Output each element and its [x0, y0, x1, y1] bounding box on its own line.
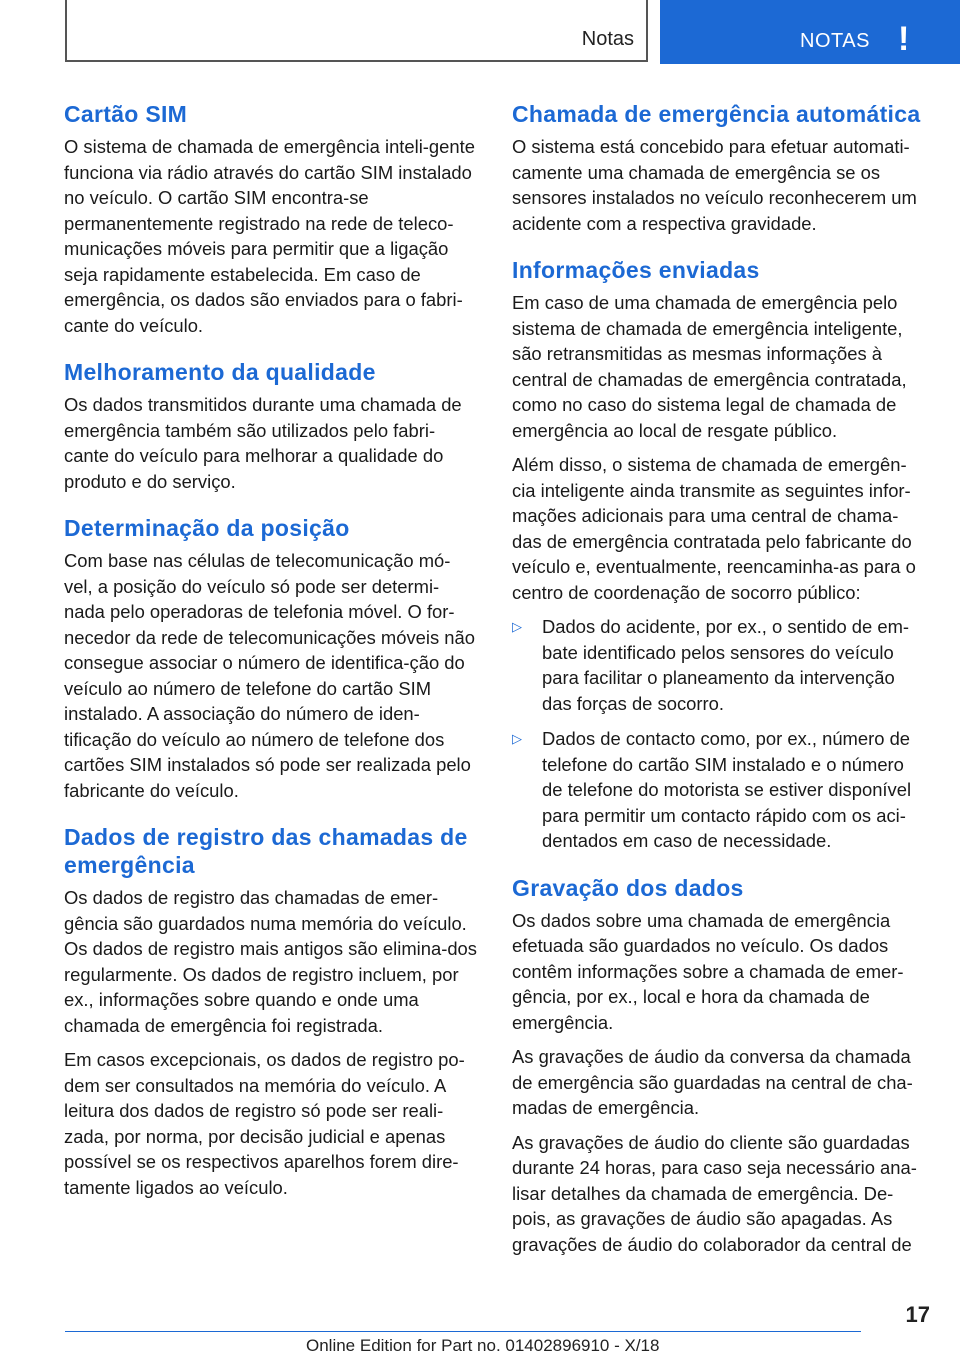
section-paragraph: Em caso de uma chamada de emergência pelo sistema de chamada de emergência inteligente, são retransmitidas as mesmas informações à central de chamadas de emergência contratada, como no caso do sistema legal de chamada de emergência ao local de resgate público. — [512, 292, 907, 441]
list-item-text: Dados de contacto como, por ex., número de telefone do cartão SIM instalado e o número de telefone do motorista se estiver disponível para permitir um contacto rápido com os aci-dentados em caso de necessidade. — [542, 728, 912, 851]
footer-divider — [65, 1331, 861, 1332]
section-heading: Determinação da posição — [64, 515, 350, 541]
section-dados-registro — [64, 823, 479, 1200]
header-tab-label: NOTAS — [800, 30, 870, 52]
exclamation-icon: ! — [898, 20, 910, 58]
section-paragraph: O sistema de chamada de emergência inteli-gente funciona via rádio através do cartão SIM instalado no veículo. O cartão SIM encontra-se permanentemente registrado na rede de teleco-municações móveis para permitir que a ligação seja rapidamente estabelecida. Em caso de emergência, os dados são enviados para o fabri-cante do veículo. — [64, 136, 475, 336]
list-item-text: Dados do acidente, por ex., o sentido de em-bate identificado pelos sensores do veículo para facilitar o planeamento da intervenção das forças de socorro. — [542, 616, 910, 714]
header-tab — [660, 0, 960, 64]
section-heading: Gravação dos dados — [512, 874, 744, 901]
section-paragraph: Os dados de registro das chamadas de emer-gência são guardados numa memória do veículo. Os dados de registro mais antigos são elimina-dos regularmente. Os dados de registro incluem, por ex., informações sobre quando e onde uma chamada de emergência foi registrada. — [64, 887, 477, 1036]
right-column — [512, 100, 927, 1277]
section-paragraph: Os dados transmitidos durante uma chamada de emergência também são utilizados pelo fabri-cante do veículo para melhorar a qualidade do produto e do serviço. — [64, 394, 462, 492]
section-informacoes-enviadas — [512, 256, 927, 854]
triangle-bullet-icon: ▷ — [512, 731, 522, 746]
section-gravacao — [512, 874, 927, 1258]
header-left-box — [65, 0, 648, 62]
section-paragraph: As gravações de áudio do cliente são guardadas durante 24 horas, para caso seja necessário ana-lisar detalhes da chamada de emergência. De-pois, as gravações de áudio são apagadas. As gravações de áudio do colaborador da central de — [512, 1131, 917, 1255]
triangle-bullet-icon: ▷ — [512, 619, 522, 634]
bullet-list — [512, 614, 927, 854]
section-heading: Melhoramento da qualidade — [64, 359, 376, 385]
section-paragraph: Os dados sobre uma chamada de emergência efetuada são guardados no veículo. Os dados contêm informações sobre a chamada de emer-gência, por ex., local e hora da chamada de emergência. — [512, 909, 904, 1033]
page-number: 17 — [905, 1302, 930, 1327]
section-chamada-automatica — [512, 100, 927, 236]
header-title: Notas — [581, 28, 634, 50]
section-paragraph: Em casos excepcionais, os dados de registro po-dem ser consultados na memória do veículo. A leitura dos dados de registro só pode ser reali-zada, por norma, por decisão judicial e apenas possível se os respectivos aparelhos forem dire-tamente ligados ao veículo. — [64, 1049, 465, 1198]
section-cartao-sim — [64, 100, 479, 338]
section-determinacao — [64, 514, 479, 803]
section-paragraph: O sistema está concebido para efetuar automati-camente uma chamada de emergência se os sensores instalados no veículo reconhecerem um acidente com a respectiva gravidade. — [512, 136, 917, 234]
section-paragraph: As gravações de áudio da conversa da chamada de emergência são guardadas na central de cha-madas de emergência. — [512, 1046, 913, 1118]
footer-edition: Online Edition for Part no. 01402896910 - X/18 — [306, 1336, 660, 1355]
section-paragraph: Com base nas células de telecomunicação mó-vel, a posição do veículo só pode ser determi-nada pelo operadoras de telefonia móvel. O for-necedor da rede de telecomunicações móveis não consegue associar o número de identifica-ção do veículo ao número de telefone do cartão SIM instalado. A associação do número de iden-tificação do veículo ao número de telefone dos cartões SIM instalados só pode ser realizada pelo fabricante do veículo. — [64, 550, 475, 801]
section-heading: Chamada de emergência automática — [512, 101, 921, 127]
section-melhoramento — [64, 358, 479, 494]
list-item — [512, 614, 927, 716]
list-item — [512, 726, 927, 854]
section-heading: Cartão SIM — [64, 101, 188, 127]
section-heading: Dados de registro das chamadas de emergência — [64, 824, 468, 878]
left-column — [64, 100, 479, 1220]
section-paragraph: Além disso, o sistema de chamada de emergên-cia inteligente ainda transmite as seguintes infor-mações adicionais para uma central de chama-das de emergência contratada pelo fabricante do veículo e, eventualmente, reencaminha-as para o centro de coordenação de socorro público: — [512, 454, 916, 603]
section-heading: Informações enviadas — [512, 257, 760, 283]
